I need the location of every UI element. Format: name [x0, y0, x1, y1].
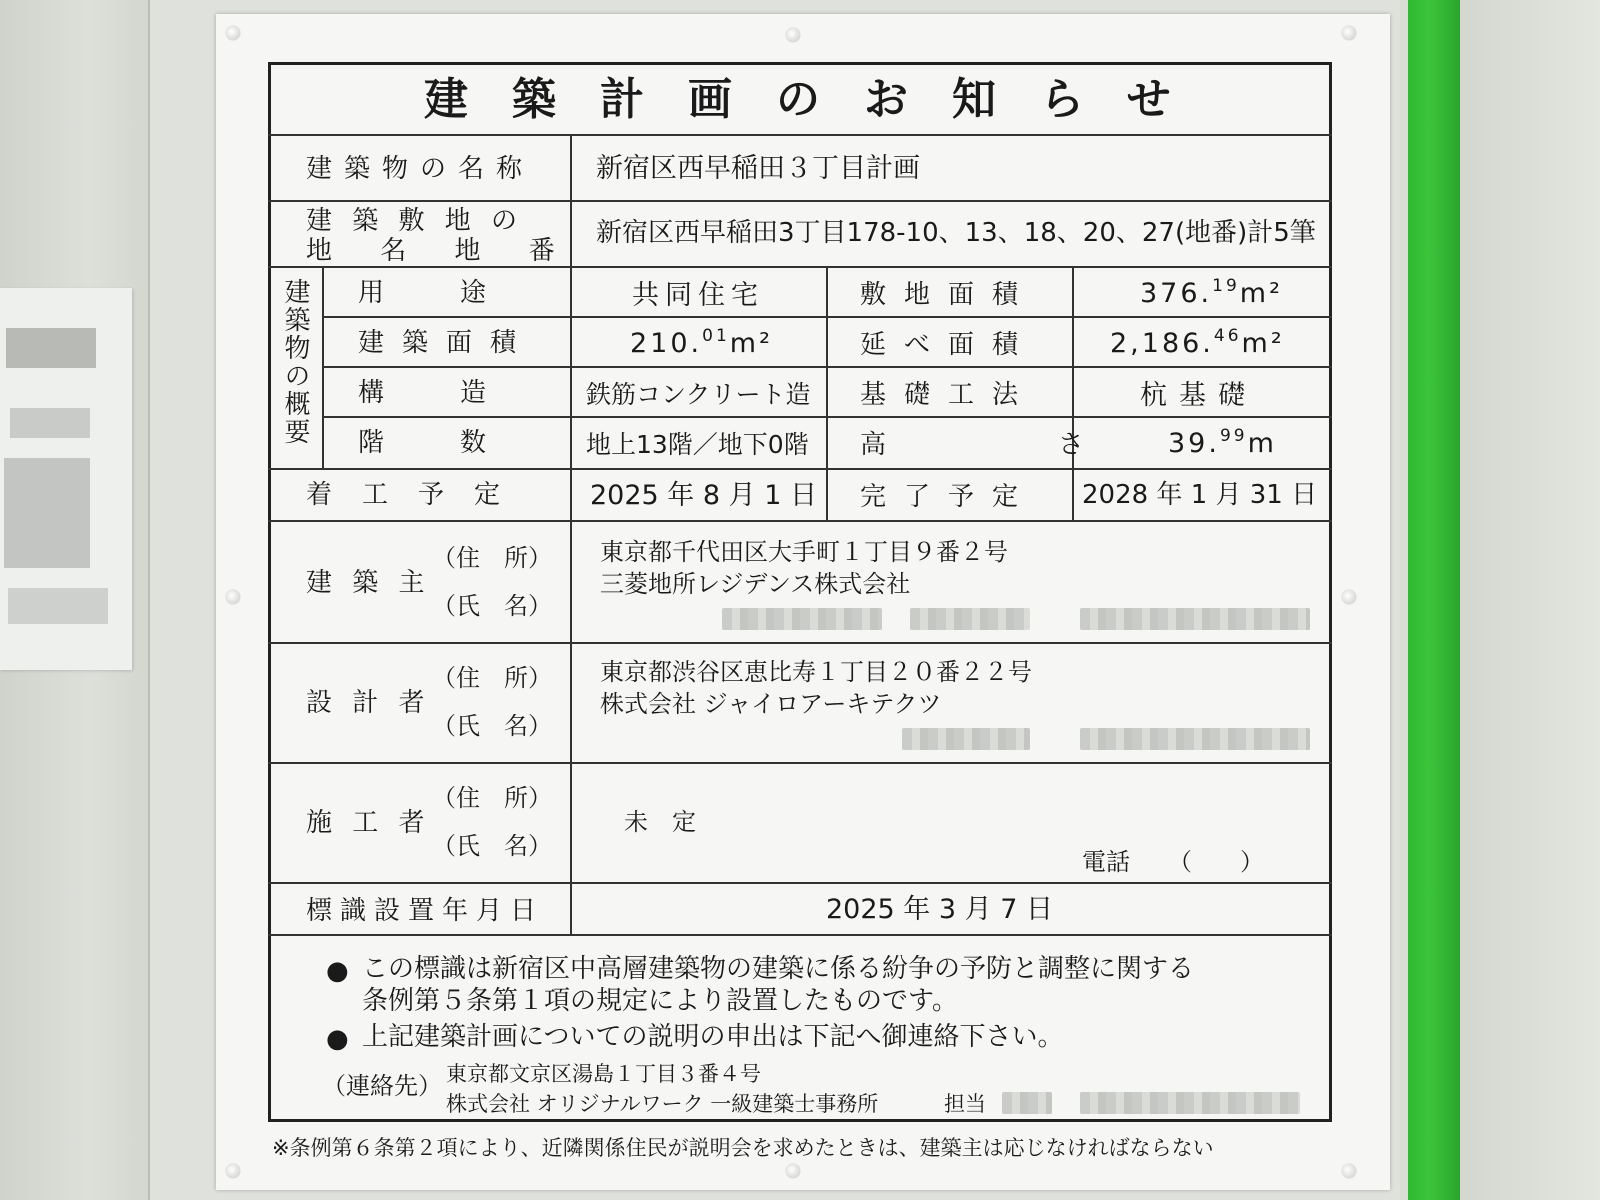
wall-panel-right	[1460, 0, 1600, 1200]
screw-icon	[1342, 26, 1356, 40]
site-label-line2: 地 名 地 番	[306, 236, 575, 266]
contact-name: 株式会社 オリジナルワーク 一級建築士事務所	[446, 1092, 879, 1116]
site-area-integer: 376.	[1140, 278, 1213, 309]
overview-label: 建築物の概要	[280, 278, 310, 446]
posted-value: 2025 年 3 月 7 日	[826, 894, 1053, 925]
height-unit: m	[1247, 428, 1277, 459]
redacted-owner-representative	[722, 608, 882, 630]
redacted-designer-person	[902, 728, 1030, 750]
screw-icon	[226, 590, 240, 604]
footnote: ※条例第６条第２項により、近隣関係住民が説明会を求めたときは、建築主は応じなければならない	[272, 1136, 1214, 1160]
bullet-icon: ●	[326, 956, 349, 986]
designer-label: 設 計 者	[306, 688, 431, 718]
pixelated-notice-paper	[0, 288, 132, 670]
owner-label: 建 築 主	[306, 568, 431, 598]
designer-address: 東京都渋谷区恵比寿１丁目２０番２２号	[600, 658, 1032, 686]
designer-name-label: （氏 名）	[432, 712, 552, 740]
floor-area-value	[1110, 326, 1285, 359]
screw-icon	[226, 1164, 240, 1178]
screw-icon	[786, 28, 800, 42]
start-value: 2025 年 8 月 1 日	[590, 480, 817, 511]
floor-area-label: 延べ面積	[860, 330, 1037, 360]
floor-area-decimal: 46	[1213, 326, 1242, 346]
building-area-decimal: 01	[702, 326, 730, 346]
height-integer: 39.	[1168, 428, 1220, 459]
floor-area-unit: m²	[1241, 328, 1285, 359]
screw-icon	[786, 1164, 800, 1178]
start-label: 着工予定	[306, 480, 531, 510]
note1-line2: 条例第５条第１項の規定により設置したものです。	[362, 986, 958, 1016]
building-area-value	[630, 326, 773, 359]
grid-line	[268, 266, 1332, 268]
grid-line	[826, 266, 828, 520]
site-area-unit: m²	[1239, 278, 1283, 309]
site-area-decimal: 19	[1212, 276, 1240, 296]
contractor-label: 施 工 者	[306, 808, 431, 838]
redacted-owner-person	[910, 608, 1030, 630]
structure-label: 構 造	[358, 378, 495, 408]
building-area-integer: 210.	[630, 328, 703, 359]
grid-line	[268, 934, 1332, 936]
contractor-value: 未 定	[624, 808, 696, 836]
structure-value: 鉄筋コンクリート造	[586, 380, 811, 409]
screw-icon	[1342, 1164, 1356, 1178]
grid-line	[268, 134, 1332, 136]
completion-value: 2028 年 1 月 31 日	[1082, 480, 1318, 510]
contact-label: （連絡先）	[322, 1072, 442, 1100]
contact-address: 東京都文京区湯島１丁目３番４号	[446, 1062, 761, 1086]
use-value: 共同住宅	[632, 280, 764, 311]
grid-line	[268, 642, 1332, 644]
owner-address: 東京都千代田区大手町１丁目９番２号	[600, 538, 1008, 566]
phone-parens: （ ）	[1168, 848, 1264, 876]
sign-title: 建築計画のお知らせ	[424, 74, 1215, 125]
site-area-label: 敷地面積	[860, 280, 1037, 310]
building-name-label: 建築物の名称	[306, 154, 535, 184]
grid-line	[268, 200, 1332, 202]
contact-person-label: 担当	[944, 1092, 986, 1116]
redacted-contact-person	[1002, 1092, 1052, 1114]
use-label: 用 途	[358, 278, 495, 308]
redacted-designer-phone	[1080, 728, 1310, 750]
screw-icon	[226, 26, 240, 40]
grid-line	[268, 468, 1332, 470]
floor-area-integer: 2,186.	[1110, 328, 1214, 359]
floors-value: 地上13階／地下0階	[586, 430, 809, 459]
height-decimal: 99	[1219, 426, 1248, 446]
floors-label: 階 数	[358, 428, 495, 458]
foundation-value: 杭基礎	[1140, 380, 1257, 411]
screw-icon	[1342, 590, 1356, 604]
completion-label: 完了予定	[860, 482, 1037, 512]
owner-name: 三菱地所レジデンス株式会社	[600, 570, 911, 598]
owner-name-label: （氏 名）	[432, 592, 552, 620]
foundation-label: 基礎工法	[860, 380, 1037, 410]
green-post	[1408, 0, 1460, 1200]
note2: 上記建築計画についての説明の申出は下記へ御連絡下さい。	[362, 1022, 1064, 1052]
phone-label: 電話	[1082, 848, 1130, 876]
contractor-name-label: （氏 名）	[432, 832, 552, 860]
designer-address-label: （住 所）	[432, 664, 552, 692]
height-value	[1168, 426, 1277, 459]
building-name-value: 新宿区西早稲田３丁目計画	[596, 153, 920, 184]
site-label-line1: 建 築 敷 地 の	[306, 206, 524, 236]
height-label: 高 さ	[860, 430, 1125, 460]
grid-line	[268, 882, 1332, 884]
redacted-owner-phone	[1080, 608, 1310, 630]
building-area-unit: m²	[729, 328, 773, 359]
posted-label: 標識設置年月日	[306, 896, 545, 926]
note1-line1: この標識は新宿区中高層建築物の建築に係る紛争の予防と調整に関する	[362, 954, 1195, 984]
grid-line	[1072, 266, 1074, 520]
redacted-contact-phone	[1080, 1092, 1300, 1114]
grid-line	[268, 520, 1332, 522]
site-area-value	[1140, 276, 1283, 309]
contractor-address-label: （住 所）	[432, 784, 552, 812]
owner-address-label: （住 所）	[432, 544, 552, 572]
grid-line	[322, 266, 324, 468]
site-value: 新宿区西早稲田3丁目178-10、13、18、20、27(地番)計5筆	[596, 218, 1316, 248]
bullet-icon: ●	[326, 1024, 349, 1054]
grid-line	[268, 762, 1332, 764]
building-area-label: 建築面積	[358, 328, 535, 358]
designer-name: 株式会社 ジャイロアーキテクツ	[600, 690, 942, 718]
